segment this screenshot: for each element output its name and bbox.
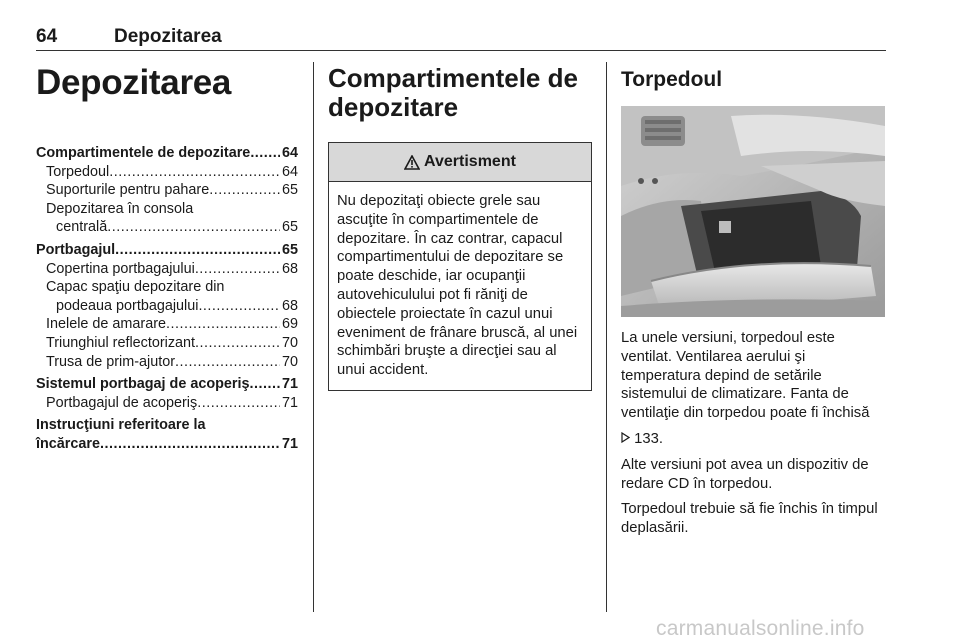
toc-leader xyxy=(209,181,280,200)
toc-page-number: 69 xyxy=(281,316,298,333)
toc-page-number: 65 xyxy=(281,241,298,258)
toc-entry[interactable] xyxy=(36,260,298,279)
toc-label: Portbagajul xyxy=(36,241,116,258)
warning-text: Nu depozitaţi obiecte grele sau ascuţite în compartimentele de depozitare. În caz contrar, capacul compartimentului de depozitare se poate deschide, iar ocupanţii autovehiculului pot fi răniţi de obiectele proiectate în cazul unui eveniment de frânare bruscă, al unei schimbări bruşte a direcţiei sau al unui accident. xyxy=(337,193,578,379)
toc-label: Inelele de amarare xyxy=(46,316,166,333)
toc-entry[interactable] xyxy=(36,435,298,454)
toc-entry[interactable]: Instrucţiuni referitoare la xyxy=(36,417,206,434)
toc-page-number: 65 xyxy=(281,219,298,236)
toc-label: Copertina portbagajului xyxy=(46,260,195,277)
toc-page-number: 64 xyxy=(281,145,298,161)
table-of-contents xyxy=(36,144,298,454)
toc-page-number: 68 xyxy=(281,297,298,314)
toc-leader xyxy=(250,375,280,394)
toc-column xyxy=(36,62,298,454)
section-title: Compartimentele de depozitare xyxy=(328,63,578,122)
toc-leader xyxy=(100,435,280,454)
toc-label: Sistemul portbagaj de acoperiş xyxy=(36,376,250,393)
glovebox-photo xyxy=(621,106,885,317)
column-divider xyxy=(606,62,607,612)
page-reference[interactable] xyxy=(621,430,887,449)
glovebox-section xyxy=(621,62,887,545)
page-header xyxy=(36,24,886,51)
toc-leader xyxy=(175,353,280,372)
toc-entry[interactable] xyxy=(36,181,298,200)
toc-leader xyxy=(166,315,280,334)
toc-page-number: 71 xyxy=(281,394,298,411)
running-title: Depozitarea xyxy=(114,26,222,47)
toc-page-number: 71 xyxy=(281,435,298,452)
toc-leader xyxy=(115,241,280,260)
toc-label: Portbagajul de acoperiş xyxy=(46,394,198,411)
warning-header xyxy=(329,143,591,182)
toc-entry[interactable] xyxy=(36,144,298,163)
toc-label: centrală xyxy=(56,219,108,236)
toc-label: Suporturile pentru pahare xyxy=(46,182,210,199)
warning-box xyxy=(328,142,592,391)
toc-entry[interactable] xyxy=(36,241,298,260)
toc-label: Trusa de prim-ajutor xyxy=(46,353,176,370)
toc-entry[interactable] xyxy=(36,375,298,394)
toc-entry[interactable] xyxy=(36,394,298,413)
paragraph: Torpedoul trebuie să fie închis în timpul deplasării. xyxy=(621,501,878,537)
toc-entry[interactable]: Depozitarea în consola xyxy=(46,200,194,217)
toc-page-number: 64 xyxy=(281,163,298,180)
column-divider xyxy=(313,62,314,612)
toc-label: încărcare xyxy=(36,435,101,452)
toc-leader xyxy=(250,144,280,163)
toc-leader xyxy=(107,218,280,237)
toc-entry[interactable] xyxy=(36,163,298,182)
toc-entry[interactable] xyxy=(36,334,298,353)
toc-leader xyxy=(197,394,280,413)
toc-leader xyxy=(109,163,280,182)
toc-entry[interactable] xyxy=(36,315,298,334)
toc-entry[interactable]: Capac spaţiu depozitare din xyxy=(46,279,225,296)
storage-section xyxy=(328,62,592,391)
toc-page-number: 70 xyxy=(281,334,298,351)
watermark: carmanualsonline.info xyxy=(656,617,865,640)
toc-page-number: 68 xyxy=(281,260,298,277)
reference-page[interactable]: 133. xyxy=(634,430,663,447)
toc-page-number: 65 xyxy=(281,182,298,199)
toc-page-number: 71 xyxy=(281,376,298,393)
toc-label: podeaua portbagajului xyxy=(56,297,199,314)
warning-triangle-icon xyxy=(404,155,420,170)
toc-label: Compartimentele de depozitare xyxy=(36,145,251,161)
subsection-title: Torpedoul xyxy=(621,68,723,91)
toc-leader xyxy=(195,334,280,353)
warning-title: Avertisment xyxy=(424,153,516,170)
paragraph: Alte versiuni pot avea un dispozitiv de redare CD în torpedou. xyxy=(621,456,869,492)
chapter-title: Depozitarea xyxy=(36,63,232,102)
cross-reference-arrow-icon xyxy=(621,431,634,447)
toc-leader xyxy=(198,297,280,316)
toc-entry[interactable] xyxy=(36,218,298,237)
toc-entry[interactable] xyxy=(36,297,298,316)
page-number: 64 xyxy=(36,26,58,47)
toc-leader xyxy=(195,260,280,279)
toc-label: Torpedoul xyxy=(46,163,110,180)
toc-page-number: 70 xyxy=(281,353,298,370)
paragraph: La unele versiuni, torpedoul este ventilat. Ventilarea aerului şi temperatura depind de setările sistemului de climatizare. Fanta de ventilaţie din torpedou poate fi închisă xyxy=(621,330,870,422)
toc-label: Triunghiul reflectorizant xyxy=(46,334,196,351)
toc-entry[interactable] xyxy=(36,353,298,372)
